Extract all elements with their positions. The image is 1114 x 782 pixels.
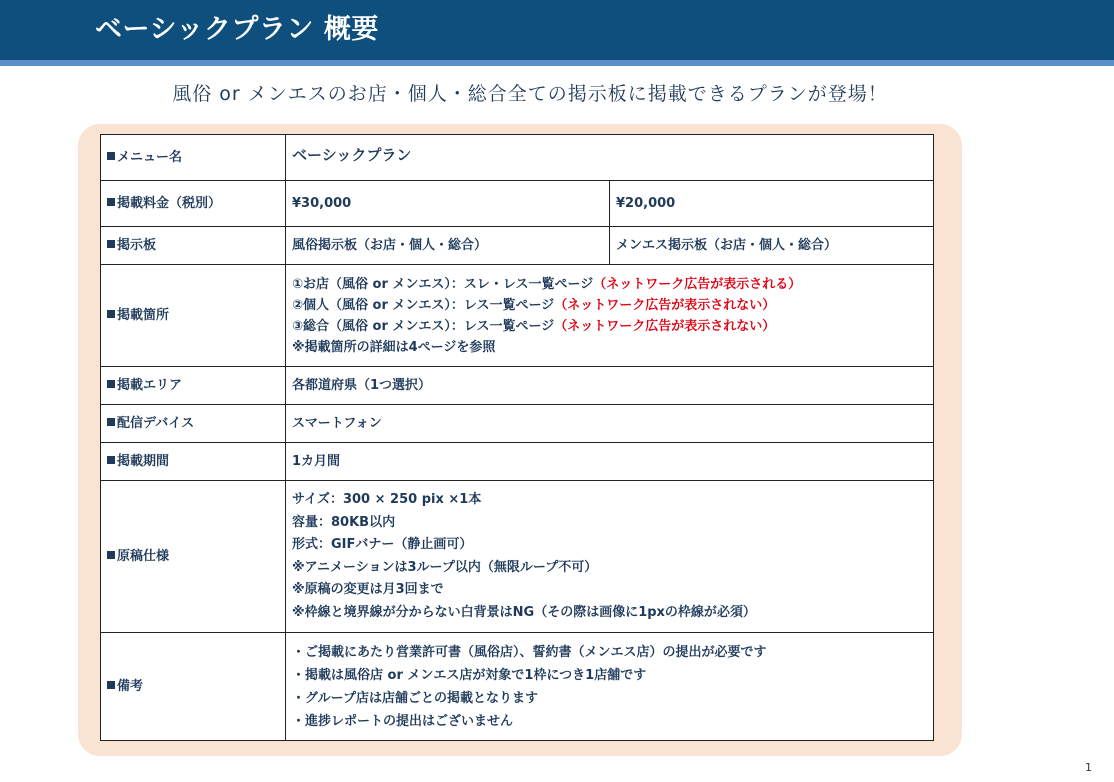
row-label-remarks: 備考 <box>101 633 286 741</box>
plan-spec-table <box>100 134 934 741</box>
spec-line: ※アニメーションは3ループ以内（無限ループ不可） <box>292 559 598 575</box>
price-menes: ¥20,000 <box>610 181 934 227</box>
board-fuzoku: 風俗掲示板（お店・個人・総合） <box>286 227 610 265</box>
price-fuzoku: ¥30,000 <box>286 181 610 227</box>
square-bullet-icon <box>107 198 115 206</box>
placement-line: ①お店（風俗 or メンエス）：スレ・レス一覧ページ（ネットワーク広告が表示される） <box>292 276 802 292</box>
table-row <box>101 443 934 481</box>
table-row <box>101 227 934 265</box>
row-label-device: 配信デバイス <box>101 405 286 443</box>
row-label-period: 掲載期間 <box>101 443 286 481</box>
table-row <box>101 481 934 633</box>
table-row <box>101 633 934 741</box>
spec-line: ※原稿の変更は月3回まで <box>292 582 444 597</box>
row-label-price: 掲載料金（税別） <box>101 181 286 227</box>
row-label-board: 掲示板 <box>101 227 286 265</box>
square-bullet-icon <box>107 418 115 426</box>
spec-line: サイズ：300 × 250 pix ×1本 <box>292 492 482 507</box>
remarks-line: ・進捗レポートの提出はございません <box>292 713 514 729</box>
square-bullet-icon <box>107 456 115 464</box>
remarks-value <box>286 633 934 741</box>
square-bullet-icon <box>107 240 115 248</box>
board-menes: メンエス掲示板（お店・個人・総合） <box>610 227 934 265</box>
period-value: 1カ月間 <box>286 443 934 481</box>
table-row <box>101 405 934 443</box>
remarks-line: ・掲載は風俗店 or メンエス店が対象で1枠につき1店舗です <box>292 667 647 683</box>
row-label-area: 掲載エリア <box>101 367 286 405</box>
square-bullet-icon <box>107 681 115 689</box>
row-label-placement: 掲載箇所 <box>101 265 286 367</box>
row-label-menu-name: メニュー名 <box>101 135 286 181</box>
page-subtitle: 風俗 or メンエスのお店・個人・総合全ての掲示板に掲載できるプランが登場！ <box>172 83 888 105</box>
table-row <box>101 367 934 405</box>
spec-line: 形式：GIFバナー（静止画可） <box>292 537 473 552</box>
square-bullet-icon <box>107 380 115 388</box>
spec-line: 容量：80KB以内 <box>292 514 396 530</box>
placement-line: ③総合（風俗 or メンエス）：レス一覧ページ（ネットワーク広告が表示されない） <box>292 318 776 334</box>
remarks-line: ・グループ店は店舗ごとの掲載となります <box>292 690 538 706</box>
table-row <box>101 265 934 367</box>
device-value: スマートフォン <box>286 405 934 443</box>
spec-value <box>286 481 934 633</box>
square-bullet-icon <box>107 551 115 559</box>
placement-value <box>286 265 934 367</box>
spec-line: ※枠線と境界線が分からない白背景はNG（その際は画像に1pxの枠線が必須） <box>292 604 756 620</box>
page-title: ベーシックプラン 概要 <box>95 14 379 45</box>
table-row <box>101 181 934 227</box>
table-row <box>101 135 934 181</box>
page-number: 1 <box>1085 761 1092 774</box>
placement-line: ②個人（風俗 or メンエス）：レス一覧ページ（ネットワーク広告が表示されない） <box>292 297 776 313</box>
menu-name-value: ベーシックプラン <box>286 135 934 181</box>
placement-line: ※掲載箇所の詳細は4ページを参照 <box>292 339 496 355</box>
row-label-spec: 原稿仕様 <box>101 481 286 633</box>
header-accent-line <box>0 60 1114 66</box>
square-bullet-icon <box>107 152 115 160</box>
square-bullet-icon <box>107 310 115 318</box>
remarks-line: ・ご掲載にあたり営業許可書（風俗店）、誓約書（メンエス店）の提出が必要です <box>292 644 767 660</box>
area-value: 各都道府県（1つ選択） <box>286 367 934 405</box>
